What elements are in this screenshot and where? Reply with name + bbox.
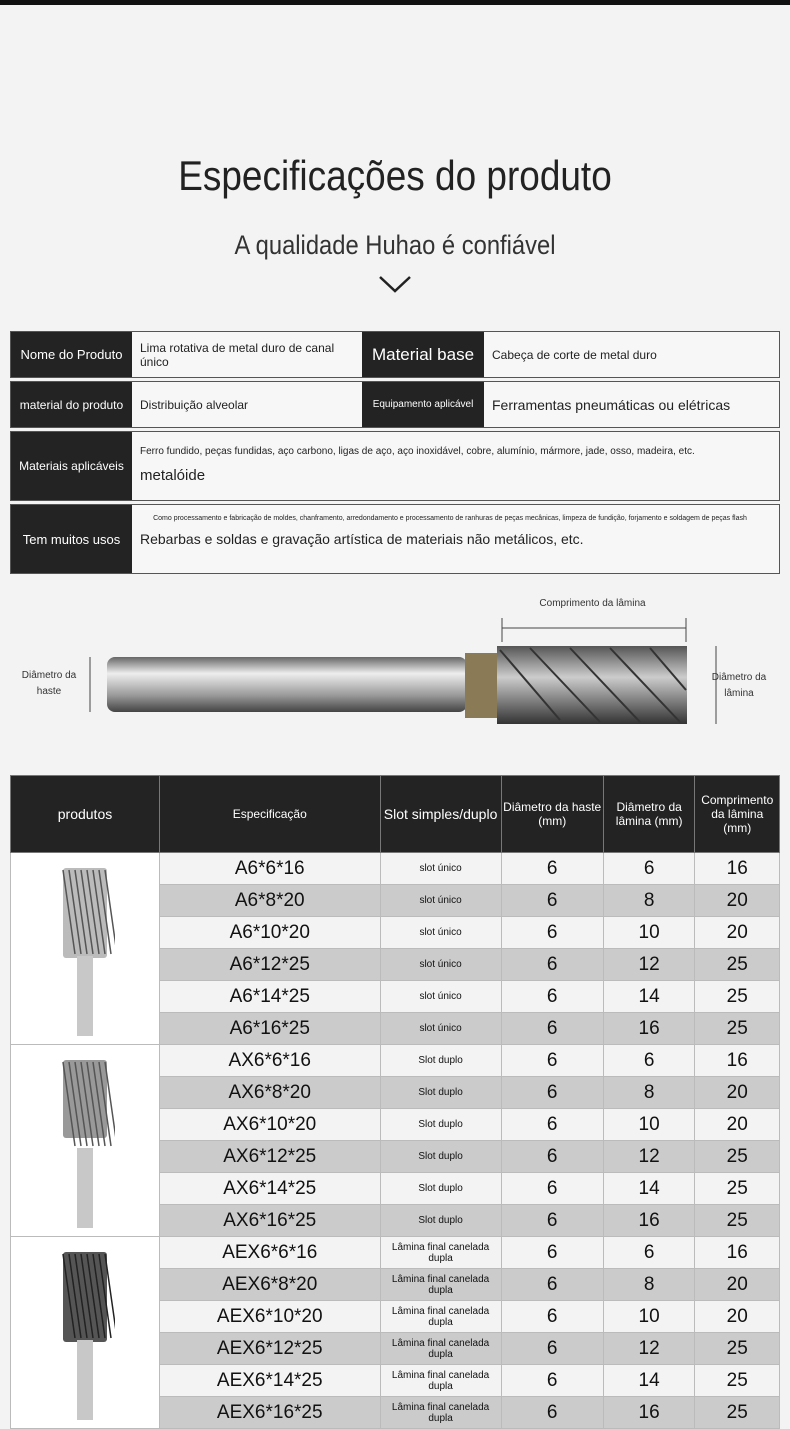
column-header: Diâmetro da lâmina (mm) <box>603 776 695 853</box>
blade-length-cell: 20 <box>695 1109 780 1141</box>
page-title: Especificações do produto <box>178 152 612 199</box>
spec-line: Como processamento e fabricação de moldes, chanframento, arredondamento e processamento de ranhuras de peças mecânicas, limpeza de fundição, forjamento e soldagem de peças flash <box>153 515 747 522</box>
spec-cell: AX6*10*20 <box>159 1109 380 1141</box>
spec-value: Distribuição alveolar <box>140 397 249 412</box>
burr-illustration <box>0 590 790 740</box>
table-row <box>11 1045 780 1077</box>
spec-value: Ferramentas pneumáticas ou elétricas <box>492 396 731 413</box>
shank-diameter-cell: 6 <box>501 1077 603 1109</box>
shank-diameter-cell: 6 <box>501 917 603 949</box>
blade-length-cell: 25 <box>695 1141 780 1173</box>
spec-label: material do produto <box>11 382 132 427</box>
spec-cell: A6*16*25 <box>159 1013 380 1045</box>
blade-length-cell: 20 <box>695 1301 780 1333</box>
slot-cell: Slot duplo <box>380 1141 501 1173</box>
spec-cell: AEX6*16*25 <box>159 1397 380 1429</box>
spec-cell: A6*8*20 <box>159 885 380 917</box>
table-row <box>11 1237 780 1269</box>
shank-diameter-cell: 6 <box>501 1269 603 1301</box>
spec-cell: AX6*16*25 <box>159 1205 380 1237</box>
table-row <box>11 853 780 885</box>
blade-diameter-cell: 12 <box>603 949 695 981</box>
shank-diameter-cell: 6 <box>501 1237 603 1269</box>
shank-diameter-cell: 6 <box>501 981 603 1013</box>
shank-diameter-cell: 6 <box>501 949 603 981</box>
spec-value: Lima rotativa de metal duro de canal único <box>140 340 335 369</box>
blade-length-cell: 20 <box>695 1269 780 1301</box>
spec-cell: AEX6*12*25 <box>159 1333 380 1365</box>
blade-length-cell: 25 <box>695 1333 780 1365</box>
spec-label: Tem muitos usos <box>11 505 132 573</box>
top-bar <box>0 0 790 5</box>
spec-cell: AX6*14*25 <box>159 1173 380 1205</box>
blade-diameter-cell: 16 <box>603 1013 695 1045</box>
shank-diameter-cell: 6 <box>501 853 603 885</box>
blade-diameter-cell: 6 <box>603 1237 695 1269</box>
shank-diameter-label: Diâmetro da haste <box>21 670 77 697</box>
slot-cell: slot único <box>380 981 501 1013</box>
slot-cell: slot único <box>380 917 501 949</box>
blade-length-cell: 25 <box>695 1205 780 1237</box>
spec-cell: A6*10*20 <box>159 917 380 949</box>
column-header: produtos <box>11 776 160 853</box>
slot-cell: Lâmina final canelada dupla <box>380 1301 501 1333</box>
blade-length-cell: 16 <box>695 853 780 885</box>
blade-diameter-cell: 8 <box>603 885 695 917</box>
burr-product-image <box>55 1048 115 1228</box>
blade-length-cell: 16 <box>695 1237 780 1269</box>
spec-label: Material base <box>362 332 484 377</box>
spec-line: metalóide <box>140 467 206 484</box>
spec-line: Ferro fundido, peças fundidas, aço carbono, ligas de aço, aço inoxidável, cobre, alumínio, mármore, jade, osso, madeira, etc. <box>140 446 695 457</box>
burr-diagram <box>0 590 790 740</box>
spec-cell: AEX6*6*16 <box>159 1237 380 1269</box>
blade-length-cell: 20 <box>695 1077 780 1109</box>
spec-label: Materiais aplicáveis <box>11 432 132 500</box>
shank-diameter-cell: 6 <box>501 1013 603 1045</box>
slot-cell: Slot duplo <box>380 1205 501 1237</box>
blade-length-cell: 25 <box>695 1013 780 1045</box>
blade-length-cell: 20 <box>695 917 780 949</box>
slot-cell: slot único <box>380 1013 501 1045</box>
spec-cell: AX6*8*20 <box>159 1077 380 1109</box>
spec-row-uses <box>10 504 780 574</box>
blade-diameter-cell: 12 <box>603 1141 695 1173</box>
blade-length-cell: 16 <box>695 1045 780 1077</box>
spec-row-material <box>10 381 780 428</box>
slot-cell: Slot duplo <box>380 1109 501 1141</box>
blade-length-cell: 25 <box>695 949 780 981</box>
shank-diameter-cell: 6 <box>501 1173 603 1205</box>
shank-diameter-cell: 6 <box>501 885 603 917</box>
spec-cell: A6*6*16 <box>159 853 380 885</box>
blade-diameter-cell: 6 <box>603 853 695 885</box>
blade-diameter-label: Diâmetro da lâmina <box>711 672 767 699</box>
shank-diameter-cell: 6 <box>501 1205 603 1237</box>
blade-diameter-cell: 16 <box>603 1397 695 1429</box>
chevron-down-icon <box>378 274 412 294</box>
burr-product-image <box>55 856 115 1036</box>
spec-value <box>132 432 695 500</box>
blade-diameter-cell: 14 <box>603 981 695 1013</box>
blade-length-cell: 25 <box>695 1365 780 1397</box>
slot-cell: Lâmina final canelada dupla <box>380 1365 501 1397</box>
page-subtitle: A qualidade Huhao é confiável <box>234 230 556 260</box>
spec-cell: A6*14*25 <box>159 981 380 1013</box>
spec-table <box>10 775 780 1429</box>
slot-cell: Slot duplo <box>380 1173 501 1205</box>
spec-line: Rebarbas e soldas e gravação artística de materiais não metálicos, etc. <box>140 531 584 547</box>
blade-diameter-cell: 10 <box>603 1109 695 1141</box>
spec-cell: AX6*12*25 <box>159 1141 380 1173</box>
blade-diameter-cell: 6 <box>603 1045 695 1077</box>
shank-diameter-cell: 6 <box>501 1397 603 1429</box>
spec-cell: AEX6*8*20 <box>159 1269 380 1301</box>
slot-cell: Lâmina final canelada dupla <box>380 1237 501 1269</box>
shank-diameter-cell: 6 <box>501 1365 603 1397</box>
shank-diameter-cell: 6 <box>501 1141 603 1173</box>
spec-cell: AEX6*14*25 <box>159 1365 380 1397</box>
shank-diameter-cell: 6 <box>501 1333 603 1365</box>
spec-row-name <box>10 331 780 378</box>
product-image-cell <box>11 1045 160 1237</box>
blade-diameter-cell: 14 <box>603 1173 695 1205</box>
slot-cell: Lâmina final canelada dupla <box>380 1269 501 1301</box>
blade-length-label: Comprimento da lâmina <box>539 598 646 609</box>
blade-length-cell: 25 <box>695 1173 780 1205</box>
column-header: Especificação <box>159 776 380 853</box>
column-header: Diâmetro da haste (mm) <box>501 776 603 853</box>
blade-diameter-cell: 12 <box>603 1333 695 1365</box>
spec-cell: AEX6*10*20 <box>159 1301 380 1333</box>
product-image-cell <box>11 853 160 1045</box>
shank-diameter-cell: 6 <box>501 1109 603 1141</box>
column-header: Comprimento da lâmina (mm) <box>695 776 780 853</box>
blade-length-cell: 20 <box>695 885 780 917</box>
slot-cell: Slot duplo <box>380 1077 501 1109</box>
spec-row-applicable <box>10 431 780 501</box>
spec-value: Cabeça de corte de metal duro <box>492 347 657 362</box>
spec-label: Nome do Produto <box>11 332 132 377</box>
blade-diameter-cell: 8 <box>603 1077 695 1109</box>
spec-cell: A6*12*25 <box>159 949 380 981</box>
blade-diameter-cell: 10 <box>603 1301 695 1333</box>
spec-cell: AX6*6*16 <box>159 1045 380 1077</box>
slot-cell: slot único <box>380 853 501 885</box>
slot-cell: slot único <box>380 949 501 981</box>
slot-cell: Lâmina final canelada dupla <box>380 1397 501 1429</box>
blade-length-cell: 25 <box>695 1397 780 1429</box>
slot-cell: Slot duplo <box>380 1045 501 1077</box>
slot-cell: slot único <box>380 885 501 917</box>
blade-diameter-cell: 8 <box>603 1269 695 1301</box>
slot-cell: Lâmina final canelada dupla <box>380 1333 501 1365</box>
product-image-cell <box>11 1237 160 1429</box>
blade-diameter-cell: 16 <box>603 1205 695 1237</box>
blade-diameter-cell: 14 <box>603 1365 695 1397</box>
spec-value <box>132 505 760 573</box>
spec-label: Equipamento aplicável <box>362 382 484 427</box>
burr-product-image <box>55 1240 115 1420</box>
shank-diameter-cell: 6 <box>501 1045 603 1077</box>
shank-diameter-cell: 6 <box>501 1301 603 1333</box>
column-header: Slot simples/duplo <box>380 776 501 853</box>
blade-diameter-cell: 10 <box>603 917 695 949</box>
blade-length-cell: 25 <box>695 981 780 1013</box>
